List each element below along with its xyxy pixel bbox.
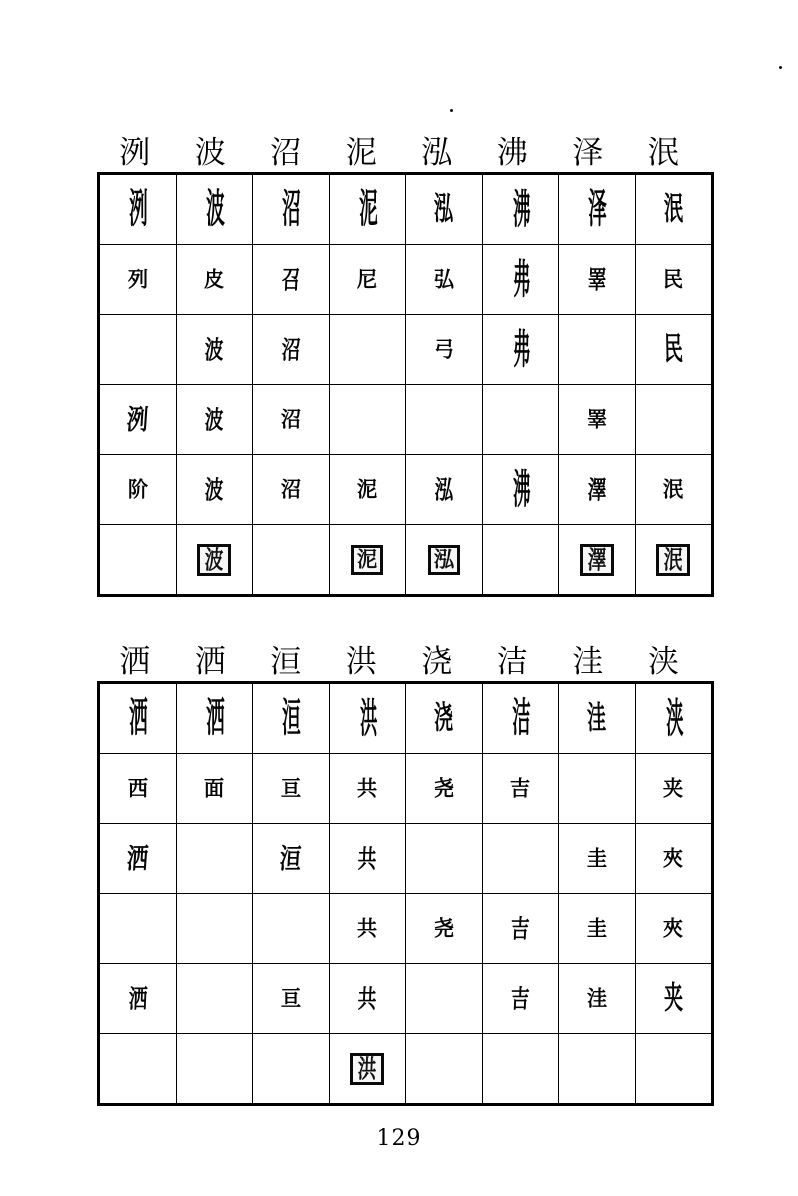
seal-glyph: 洒 [126,842,150,875]
glyph-cell [635,385,713,455]
glyph-cell [253,174,330,245]
seal-glyph: 面 [204,776,225,801]
glyph-cell [559,245,636,315]
glyph-cell [406,385,483,455]
glyph-cell [99,174,177,245]
seal-glyph: 尧 [433,776,454,801]
seal-glyph: 沼 [280,477,301,502]
seal-glyph: 澤 [586,473,607,505]
seal-impression [197,544,231,576]
seal-glyph: 波 [204,473,225,505]
glyph-cell [635,315,713,385]
column-heading: 波 [194,135,226,171]
seal-glyph: 泥 [357,477,378,502]
seal-glyph: 泽 [588,185,606,232]
glyph-cell [99,683,177,754]
seal-glyph: 浇 [433,700,454,737]
seal-glyph: 洁 [511,694,529,741]
seal-glyph: 吉 [510,982,531,1014]
glyph-cell [635,894,713,964]
glyph-cell [559,315,636,385]
column-heading: 洁 [496,644,528,680]
glyph-cell [99,245,177,315]
page-number: 129 [376,1126,422,1151]
glyph-cell [176,525,253,596]
seal-glyph: 泯 [663,477,684,502]
table-row [99,455,713,525]
glyph-cell [406,525,483,596]
table-header-row [97,629,701,679]
seal-glyph: 睪 [586,263,607,295]
glyph-cell [559,683,636,754]
glyph-cell [406,174,483,245]
seal-glyph: 西 [127,776,148,801]
glyph-cell [176,894,253,964]
column-heading: 浃 [647,644,679,680]
glyph-cell [99,824,177,894]
column-heading: 洪 [345,644,377,680]
glyph-cell [482,683,559,754]
glyph-cell [406,315,483,385]
glyph-cell [559,1034,636,1105]
glyph-cell [559,455,636,525]
scan-speck-icon [450,109,453,112]
glyph-cell [176,315,253,385]
seal-glyph: 泯 [663,543,684,575]
seal-glyph: 共 [357,842,378,874]
glyph-cell [482,824,559,894]
glyph-cell [176,754,253,824]
glyph-cell [329,174,406,245]
glyph-cell [176,245,253,315]
glyph-cell [559,174,636,245]
glyph-cell [176,683,253,754]
seal-impression [580,544,614,576]
column-heading: 洒 [194,644,226,680]
glyph-cell [635,824,713,894]
seal-glyph: 民 [663,267,684,292]
glyph-cell [482,1034,559,1105]
seal-impression [351,545,383,575]
seal-glyph: 圭 [586,916,607,941]
seal-glyph: 弗 [512,325,528,373]
table-row [99,894,713,964]
seal-glyph: 波 [204,543,225,575]
seal-glyph: 泓 [433,473,454,505]
glyph-cell [482,525,559,596]
table-row [99,385,713,455]
seal-glyph: 洒 [129,694,147,741]
glyph-cell [559,525,636,596]
table-row [99,1034,713,1105]
glyph-cell [559,824,636,894]
column-heading: 浇 [421,644,453,680]
glyph-cell [176,1034,253,1105]
column-heading: 泽 [572,135,604,171]
glyph-cell [99,1034,177,1105]
glyph-cell [253,754,330,824]
seal-glyph: 夾 [663,846,684,871]
seal-glyph: 夹 [663,980,684,1017]
glyph-cell [482,385,559,455]
glyph-cell [406,683,483,754]
glyph-cell [559,894,636,964]
glyph-cell [329,683,406,754]
glyph-cell [406,824,483,894]
glyph-cell [482,174,559,245]
glyph-cell [482,964,559,1034]
table-row [99,964,713,1034]
glyph-cell [176,385,253,455]
seal-glyph: 亘 [280,986,301,1011]
glyph-cell [559,754,636,824]
table-header-row [97,120,701,170]
seal-glyph: 波 [204,333,225,365]
glyph-cell [253,455,330,525]
glyph-cell [176,964,253,1034]
seal-glyph: 沼 [282,185,300,232]
seal-glyph: 沸 [512,465,528,513]
glyph-cell [253,1034,330,1105]
glyph-cell [99,754,177,824]
glyph-cell [176,455,253,525]
seal-glyph: 浃 [665,694,681,742]
glyph-cell [635,455,713,525]
glyph-cell [329,385,406,455]
seal-glyph: 洒 [205,694,223,741]
glyph-cell [329,964,406,1034]
seal-glyph: 睪 [586,407,607,432]
column-heading: 泯 [647,135,679,171]
seal-glyph: 洪 [359,694,375,742]
seal-script-grid [97,681,714,1106]
glyph-cell [406,754,483,824]
glyph-cell [635,964,713,1034]
table-row [99,525,713,596]
scan-speck-icon [779,66,782,69]
seal-glyph: 弘 [433,267,454,292]
seal-impression [656,544,690,576]
seal-glyph: 洌 [129,185,147,232]
column-heading: 泓 [421,135,453,171]
table-row [99,245,713,315]
glyph-cell [176,174,253,245]
seal-glyph: 泥 [358,185,376,232]
glyph-cell [253,315,330,385]
seal-impression [350,1053,384,1085]
column-heading: 洌 [119,135,151,171]
glyph-cell [329,315,406,385]
glyph-cell [253,525,330,596]
glyph-cell [635,245,713,315]
seal-glyph: 民 [663,331,684,368]
seal-glyph: 共 [357,916,378,941]
glyph-cell [329,525,406,596]
seal-glyph: 皮 [204,267,225,292]
glyph-cell [253,245,330,315]
glyph-cell [329,1034,406,1105]
glyph-cell [635,754,713,824]
seal-glyph: 波 [204,403,225,435]
glyph-cell [406,964,483,1034]
seal-glyph: 沸 [512,185,528,233]
glyph-cell [99,894,177,964]
table-row [99,683,713,754]
seal-glyph: 弗 [512,255,528,303]
glyph-cell [559,964,636,1034]
seal-glyph: 弓 [433,337,454,362]
seal-glyph: 澤 [586,543,607,575]
seal-glyph: 圭 [586,846,607,871]
seal-glyph: 共 [357,982,378,1014]
glyph-cell [253,824,330,894]
glyph-cell [406,894,483,964]
character-table-block-1 [97,120,701,597]
seal-glyph: 尼 [357,267,378,292]
seal-glyph: 泥 [357,547,378,572]
column-heading: 洼 [572,644,604,680]
column-heading: 沼 [270,135,302,171]
glyph-cell [99,455,177,525]
glyph-cell [635,174,713,245]
seal-script-grid [97,172,714,597]
table-row [99,174,713,245]
seal-glyph: 洪 [357,1052,378,1084]
table-row [99,315,713,385]
seal-glyph: 洹 [279,842,303,875]
glyph-cell [329,245,406,315]
glyph-cell [99,964,177,1034]
seal-glyph: 吉 [510,912,531,944]
seal-glyph: 泓 [433,191,454,228]
glyph-cell [99,315,177,385]
glyph-cell [482,245,559,315]
column-heading: 洒 [119,644,151,680]
glyph-cell [253,683,330,754]
glyph-cell [406,1034,483,1105]
glyph-cell [635,683,713,754]
seal-glyph: 洌 [126,403,150,436]
seal-glyph: 洼 [586,700,607,737]
seal-glyph: 波 [205,185,223,232]
glyph-cell [635,525,713,596]
seal-glyph: 尧 [433,916,454,941]
glyph-cell [176,824,253,894]
seal-glyph: 列 [127,267,148,292]
glyph-cell [253,964,330,1034]
character-table-block-2 [97,629,701,1106]
glyph-cell [482,315,559,385]
column-heading: 洹 [270,644,302,680]
glyph-cell [99,385,177,455]
column-heading: 泥 [345,135,377,171]
table-row [99,824,713,894]
glyph-cell [253,385,330,455]
glyph-cell [99,525,177,596]
seal-glyph: 共 [357,776,378,801]
glyph-cell [329,824,406,894]
glyph-cell [253,894,330,964]
seal-impression [428,545,460,575]
glyph-cell [482,754,559,824]
seal-glyph: 泯 [663,191,684,228]
seal-glyph: 夾 [663,916,684,941]
glyph-cell [406,455,483,525]
table-row [99,754,713,824]
seal-glyph: 洼 [586,986,607,1011]
glyph-cell [329,754,406,824]
glyph-cell [329,894,406,964]
seal-glyph: 夹 [663,776,684,801]
seal-glyph: 洹 [282,694,300,741]
seal-glyph: 沼 [280,407,301,432]
seal-glyph: 洒 [127,982,148,1014]
seal-glyph: 亘 [280,776,301,801]
glyph-cell [329,455,406,525]
glyph-cell [635,1034,713,1105]
seal-glyph: 泓 [433,547,454,572]
seal-glyph: 阶 [127,477,148,502]
glyph-cell [559,385,636,455]
glyph-cell [406,245,483,315]
column-heading: 沸 [496,135,528,171]
glyph-cell [482,455,559,525]
seal-glyph: 吉 [510,776,531,801]
glyph-cell [482,894,559,964]
seal-glyph: 召 [280,263,301,295]
seal-glyph: 沼 [280,333,301,365]
